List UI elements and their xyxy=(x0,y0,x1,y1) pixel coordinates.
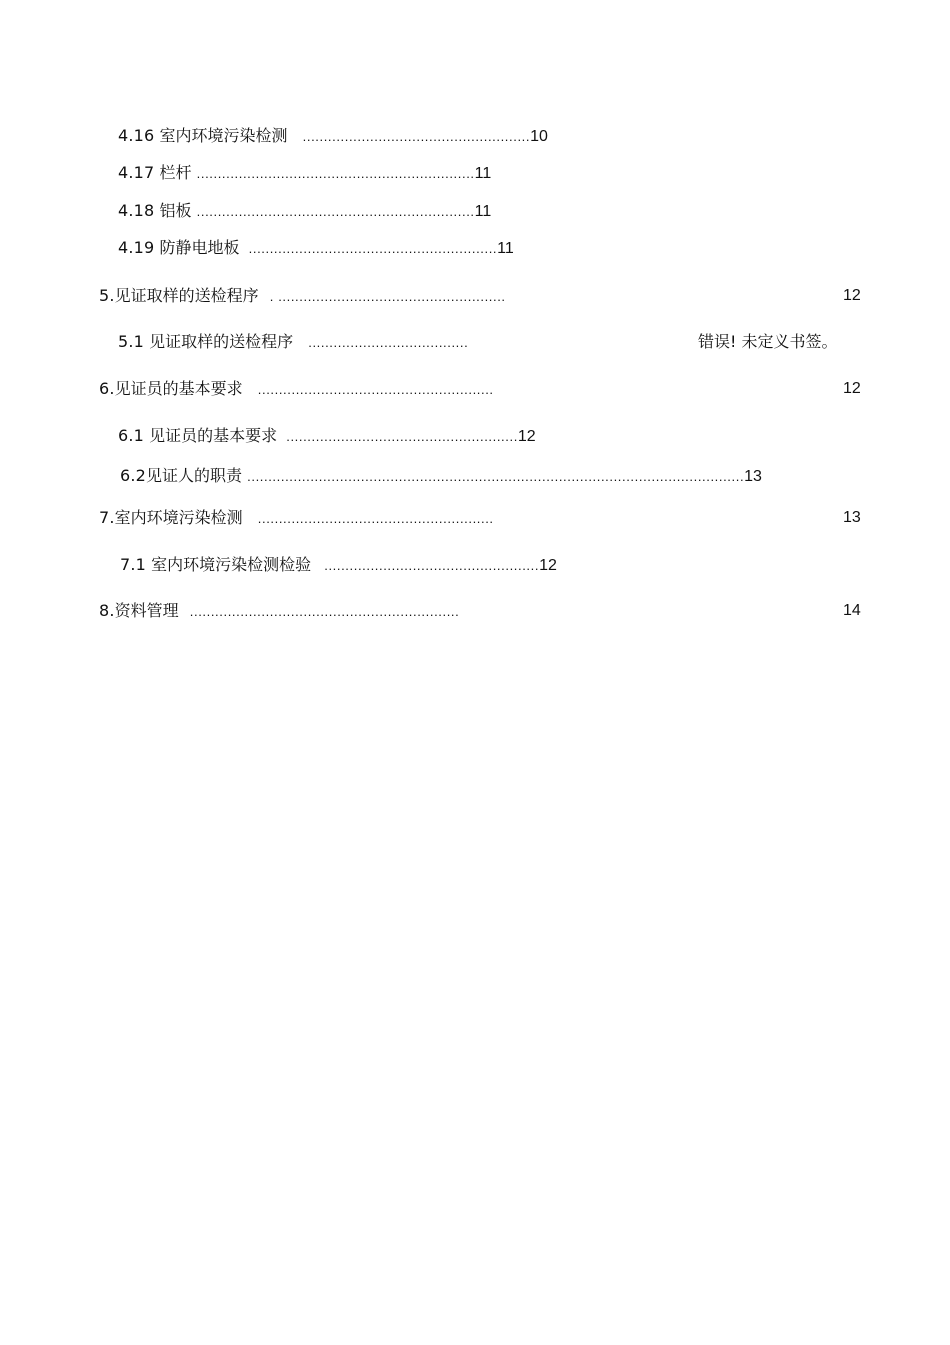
toc-number: 5.1 xyxy=(118,332,145,351)
toc-leader-dots: ...................................................................................................................... xyxy=(247,469,745,484)
toc-number: 4.19 xyxy=(118,238,155,257)
toc-leader-dots: ................................................................ xyxy=(189,604,460,619)
toc-entry-5[interactable] xyxy=(99,286,506,307)
toc-entry-8[interactable] xyxy=(99,601,459,622)
toc-leader-dots: ........................................................... xyxy=(248,241,498,256)
toc-leader-dots: ........................................................ xyxy=(257,382,494,397)
toc-title: 室内环境污染检测 xyxy=(159,126,288,145)
toc-title: 室内环境污染检测 xyxy=(114,508,243,527)
toc-entry-4-19[interactable] xyxy=(118,238,514,259)
toc-leader-dots: ........................................................ xyxy=(257,511,494,526)
toc-title: 铝板 xyxy=(159,201,192,220)
toc-leader-dots: ...................................................... xyxy=(302,129,531,144)
toc-page-number: 11 xyxy=(474,165,492,182)
toc-number: 7. xyxy=(99,508,115,527)
toc-page-number: 12 xyxy=(539,557,557,574)
toc-bookmark-error[interactable]: 错误! 未定义书签。 xyxy=(698,332,838,351)
toc-number: 8. xyxy=(99,601,115,620)
toc-entry-4-17[interactable] xyxy=(118,163,491,184)
toc-leader-dots: ...................................... xyxy=(308,335,469,350)
toc-number: 6.2 xyxy=(120,466,147,485)
toc-page-number: 11 xyxy=(497,240,514,257)
toc-leader-dots: .................................................................. xyxy=(196,166,475,181)
toc-title: 防静电地板 xyxy=(159,238,240,257)
toc-page-number[interactable]: 13 xyxy=(843,509,861,526)
toc-page-number[interactable]: 12 xyxy=(843,380,861,397)
toc-entry-6[interactable] xyxy=(99,379,494,400)
toc-entry-4-16[interactable] xyxy=(118,126,548,147)
toc-number: 6. xyxy=(99,379,115,398)
toc-leader-dots: .................................................................. xyxy=(196,204,475,219)
toc-title: 见证人的职责 xyxy=(146,466,243,485)
toc-number: 4.18 xyxy=(118,201,155,220)
toc-page-number[interactable]: 14 xyxy=(843,602,861,619)
toc-entry-6-2[interactable] xyxy=(120,466,762,487)
toc-title: 资料管理 xyxy=(114,601,179,620)
toc-number: 7.1 xyxy=(120,555,147,574)
toc-entry-6-1[interactable] xyxy=(118,426,536,447)
toc-title: 见证员的基本要求 xyxy=(149,426,278,445)
toc-entry-7[interactable] xyxy=(99,508,494,529)
toc-page-number: 11 xyxy=(474,203,492,220)
toc-entry-4-18[interactable] xyxy=(118,201,491,222)
toc-leader-dots: ....................................................... xyxy=(286,429,518,444)
toc-number: 4.17 xyxy=(118,163,155,182)
toc-leader-dots: . ...................................................... xyxy=(269,289,506,304)
toc-number: 5. xyxy=(99,286,115,305)
toc-title: 见证取样的送检程序 xyxy=(149,332,294,351)
toc-leader-dots: ................................................... xyxy=(324,558,540,573)
toc-entry-5-1[interactable] xyxy=(118,332,468,353)
toc-title: 见证取样的送检程序 xyxy=(114,286,259,305)
toc-entry-7-1[interactable] xyxy=(120,555,557,576)
toc-title: 栏杆 xyxy=(159,163,192,182)
toc-number: 6.1 xyxy=(118,426,145,445)
toc-page-number: 13 xyxy=(744,468,762,485)
toc-page-number[interactable]: 12 xyxy=(843,287,861,304)
toc-page-number: 10 xyxy=(530,128,548,145)
toc-page-number: 12 xyxy=(517,428,536,445)
toc-title: 见证员的基本要求 xyxy=(114,379,243,398)
toc-number: 4.16 xyxy=(118,126,155,145)
toc-title: 室内环境污染检测检验 xyxy=(151,555,312,574)
